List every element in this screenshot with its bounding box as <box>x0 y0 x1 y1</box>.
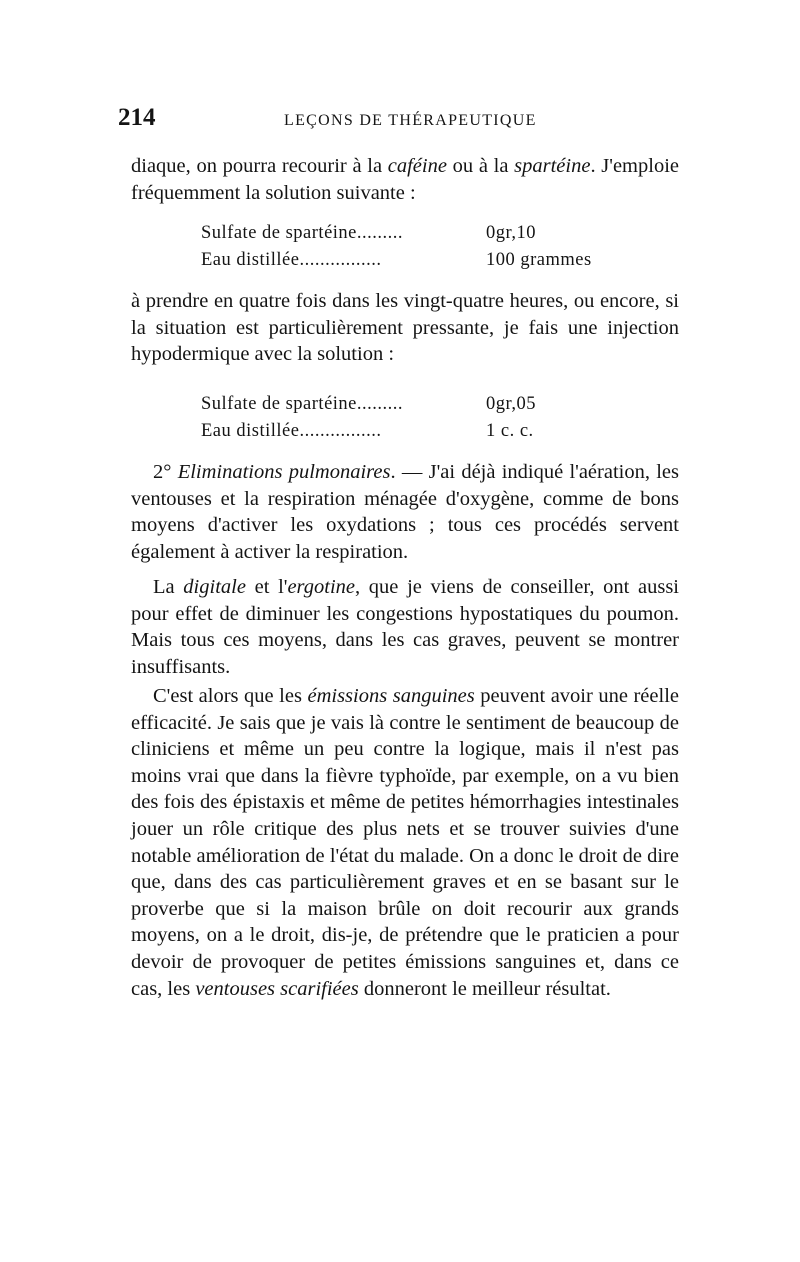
quantity: 0gr,05 <box>486 394 537 414</box>
italic-term: caféine <box>387 155 447 177</box>
text-run: diaque, on pourra recourir à la <box>131 155 388 177</box>
text-run: , que je viens de conseiller, ont aussi pour effet de diminuer les congestions hypostatiques du poumon. Mais tous ces moyens, dans les cas graves, peuvent se montrer insuffisants. <box>131 576 680 678</box>
section-heading: Eliminations pulmonaires <box>177 461 391 483</box>
page-number: 214 <box>118 104 156 131</box>
ingredient: Eau distillée................ <box>201 250 382 270</box>
quantity: 0gr,10 <box>486 223 537 243</box>
italic-term: spartéine <box>514 155 591 177</box>
text-run: La <box>153 576 184 598</box>
ingredient: Sulfate de spartéine......... <box>201 223 404 243</box>
prescription-1 <box>201 223 621 277</box>
prescription-row <box>201 250 621 277</box>
italic-term: digitale <box>183 576 246 598</box>
running-head <box>118 104 688 136</box>
quantity: 100 grammes <box>486 250 592 270</box>
text-run: . J'emploie fréquemment la solution suivante : <box>131 155 679 204</box>
prescription-row <box>201 394 621 421</box>
quantity: 1 c. c. <box>486 421 534 441</box>
text-run: peuvent avoir une réelle efficacité. Je sais que je vais là contre le sentiment de beaucoup de cliniciens et même un peu contre la logique, mais il n'est pas moins vrai que dans la fièvre typhoïde, par exemple, on a vu bien des fois des épistaxis et même de petites hémorrhagies intestinales jouer un rôle critique des plus nets et se trouver suivies d'une notable amélioration de l'état du malade. On a donc le droit de dire que, dans des cas particulièrement graves et en se basant sur le proverbe que si la maison brûle on doit recourir aux grands moyens, on a le droit, dis-je, de prétendre que le praticien a pour devoir de provoquer de petites émissions sanguines et, dans ce cas, les <box>131 685 679 1000</box>
italic-term: émissions sanguines <box>307 685 475 707</box>
section-number: 2° <box>153 461 178 483</box>
text-run: C'est alors que les <box>153 685 308 707</box>
italic-term: ventouses scarifiées <box>195 977 359 1000</box>
paragraph <box>131 574 679 680</box>
paragraph <box>131 288 679 368</box>
prescription-row <box>201 223 621 250</box>
paragraph-text: à prendre en quatre fois dans les vingt-quatre heures, ou encore, si la situation est particulièrement pressante, je fais une injection hypodermique avec la solution : <box>131 290 679 366</box>
prescription-row <box>201 421 621 448</box>
ingredient: Eau distillée................ <box>201 421 382 441</box>
paragraph <box>131 683 679 1002</box>
running-title: LEÇONS DE THÉRAPEUTIQUE <box>284 112 537 129</box>
section-paragraph <box>131 459 679 565</box>
text-run: donneront le meilleur résultat. <box>358 977 611 1000</box>
text-run: et l' <box>245 576 288 598</box>
ingredient: Sulfate de spartéine......... <box>201 394 404 414</box>
prescription-2 <box>201 394 621 448</box>
paragraph-continued <box>131 153 679 206</box>
text-run: ou à la <box>446 155 515 177</box>
italic-term: ergotine <box>287 576 356 598</box>
text-run: . — J'ai déjà indiqué l'aération, les ventouses et la respiration ménagée d'oxygène, comme de bons moyens d'activer les oxydations ; tous ces procédés servent également à activer la respiration. <box>131 461 679 563</box>
